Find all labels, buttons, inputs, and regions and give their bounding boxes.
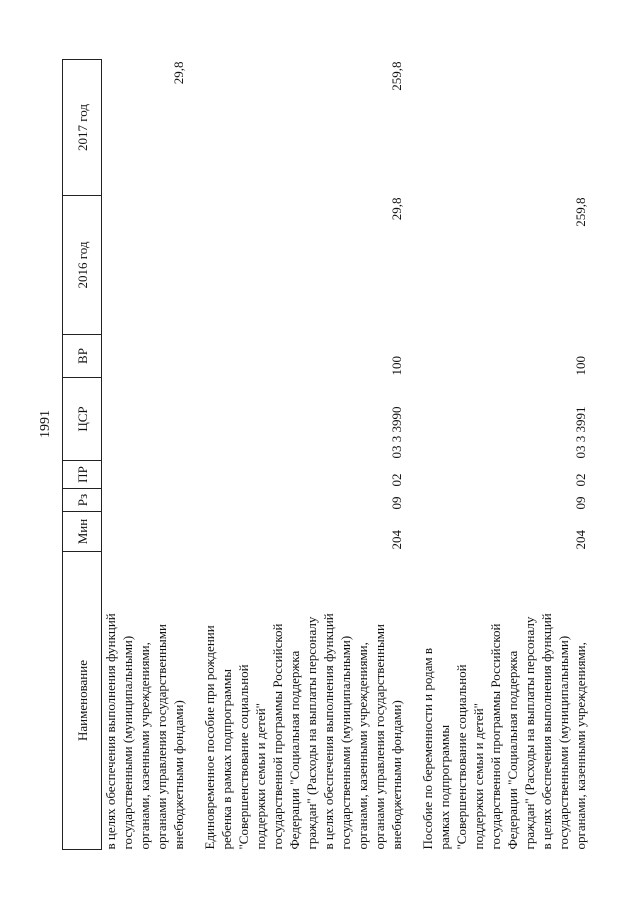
table-header-row — [63, 60, 102, 850]
row-name-line: органами, казенными учреждениями, — [573, 642, 588, 850]
header-pr: ПР — [63, 461, 102, 489]
row-2017: 259,8 — [389, 61, 404, 91]
row-vr: 100 — [389, 356, 404, 376]
row-min: 204 — [389, 530, 404, 550]
row-name-line: поддержки семьи и детей" — [253, 703, 268, 850]
header-rz: Рз — [63, 489, 102, 512]
row-name-line: государственными (муниципальными) — [338, 635, 353, 850]
table-row — [407, 60, 591, 850]
row-name-line: поддержки семьи и детей" — [471, 703, 486, 850]
row-name-line: органами управления государственными — [154, 624, 169, 850]
row-name — [102, 552, 190, 850]
header-2017: 2017 год — [63, 60, 102, 196]
row-name-line: граждан" (Расходы на выплаты персоналу — [304, 616, 319, 850]
row-name-line: внебюджетными фондами) — [171, 700, 186, 850]
row-name-line: государственной программы Российской — [488, 623, 503, 850]
row-min: 204 — [573, 530, 588, 550]
row-2016: 259,8 — [573, 197, 588, 227]
row-name — [407, 552, 591, 850]
row-rz: 09 — [573, 496, 588, 510]
row-csr: 03 3 3991 — [573, 406, 588, 459]
header-2016: 2016 год — [63, 196, 102, 335]
row-name-line: Федерации "Социальная поддержка — [287, 650, 302, 850]
row-2016 — [102, 196, 190, 335]
header-name: Наименование — [63, 552, 102, 850]
row-2016: 29,8 — [389, 197, 404, 221]
row-name-line: в целях обеспечения выполнения функций — [103, 613, 118, 850]
row-name-line: внебюджетными фондами) — [389, 700, 404, 850]
header-vr: ВР — [63, 335, 102, 378]
row-name-line: государственными (муниципальными) — [556, 635, 571, 850]
row-csr: 03 3 3990 — [389, 406, 404, 459]
row-min — [102, 512, 190, 552]
row-name-line: рамках подпрограммы — [437, 724, 452, 850]
row-name — [189, 552, 407, 850]
row-name-line: ребенка в рамках подпрограммы — [219, 668, 234, 850]
budget-table-sheet — [62, 60, 588, 850]
row-csr — [102, 378, 190, 461]
page-number: 1991 — [38, 410, 53, 438]
table-row — [102, 60, 190, 850]
row-pr: 02 — [389, 473, 404, 487]
row-name-line: "Совершенствование социальной — [454, 664, 469, 850]
row-name-line: органами управления государственными — [372, 624, 387, 850]
row-name-line: государственными (муниципальными) — [120, 635, 135, 850]
row-name-line: Федерации "Социальная поддержка — [505, 650, 520, 850]
row-name-line: органами, казенными учреждениями, — [355, 642, 370, 850]
row-name-line: в целях обеспечения выполнения функций — [321, 613, 336, 850]
row-name-line: "Совершенствование социальной — [236, 664, 251, 850]
row-name-line: в целях обеспечения выполнения функций — [539, 613, 554, 850]
row-2017: 29,8 — [171, 61, 186, 85]
row-2017 — [407, 60, 591, 196]
row-name-line: граждан" (Расходы на выплаты персоналу — [522, 616, 537, 850]
row-pr: 02 — [573, 473, 588, 487]
row-rz — [102, 489, 190, 512]
table-row — [189, 60, 407, 850]
row-name-line: Единовременное пособие при рождении — [202, 625, 217, 850]
row-rz: 09 — [389, 496, 404, 510]
budget-table — [62, 59, 591, 850]
header-min: Мин — [63, 512, 102, 552]
row-vr: 100 — [573, 356, 588, 376]
row-name-line: органами, казенными учреждениями, — [137, 642, 152, 850]
row-pr — [102, 461, 190, 489]
header-csr: ЦСР — [63, 378, 102, 461]
row-name-line: Пособие по беременности и родам в — [420, 648, 435, 850]
row-vr — [102, 335, 190, 378]
row-name-line: государственной программы Российской — [270, 623, 285, 850]
